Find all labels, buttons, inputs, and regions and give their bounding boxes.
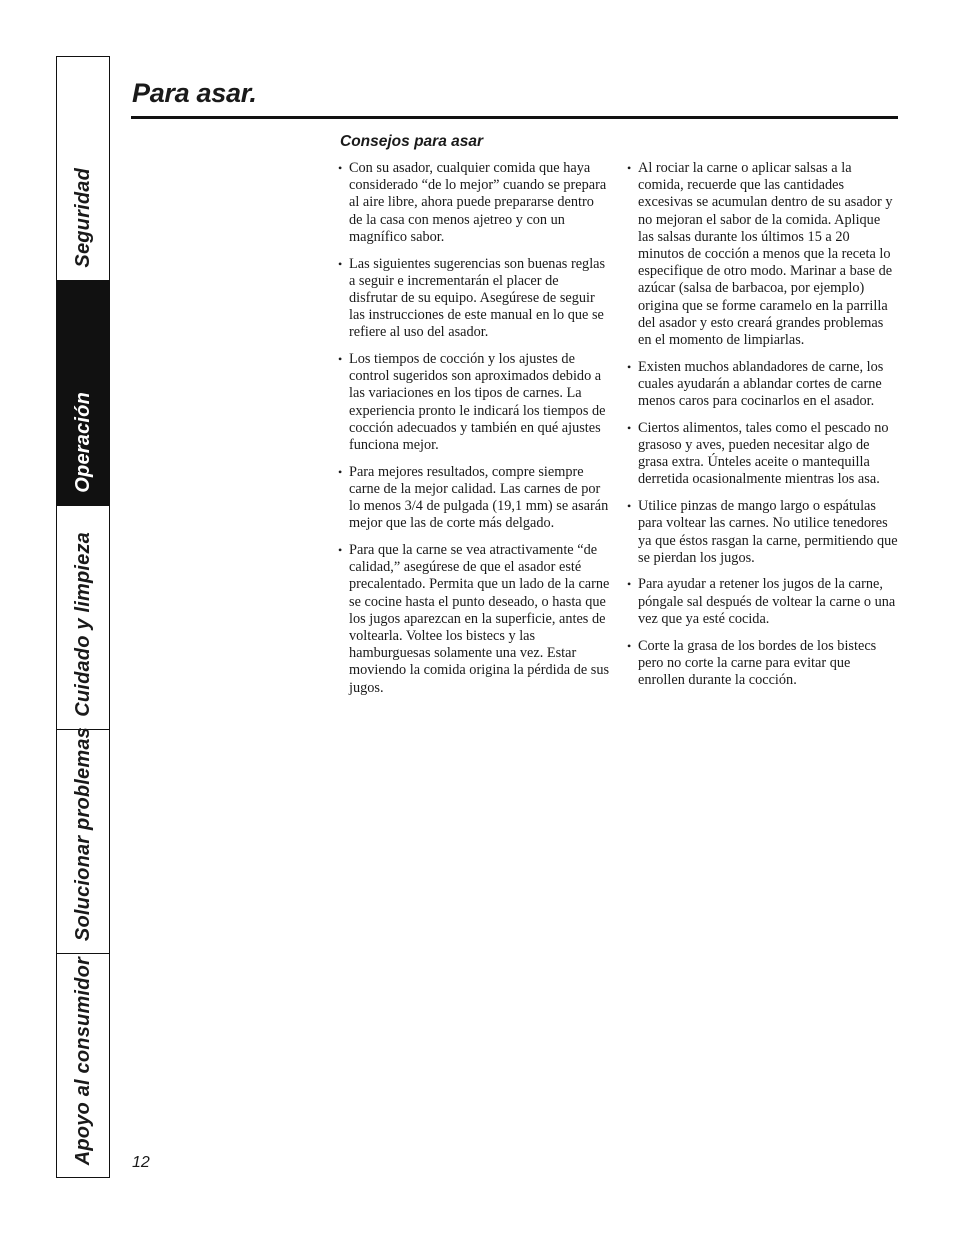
list-item: • Corte la grasa de los bordes de los bistecs pero no corte la carne para evitar que enrollen durante la cocción. <box>627 638 899 690</box>
title-divider <box>131 116 898 119</box>
list-item: • Los tiempos de cocción y los ajustes de control sugeridos son aproximados debido a las variaciones en los tipos de carnes. La experiencia pronto le indicará los tiempos de cocción adecuados y también en qué ajustes funciona mejor. <box>338 351 610 454</box>
list-item: • Al rociar la carne o aplicar salsas a la comida, recuerde que las cantidades excesivas se acumulan dentro de su asador y no mejoran el sabor de la comida. Aplique las salsas durante los últimos 15 a 20 minutos de cocción a menos que la receta lo especifique de otro modo. Marinar a base de azúcar (salsa de barbacoa, por ejemplo) origina que se forme caramelo en la parrilla del asador y esto creará grandes problemas en el momento de limpiarlas. <box>627 160 899 349</box>
right-column <box>627 160 899 699</box>
list-item: • Ciertos alimentos, tales como el pescado no grasoso y aves, pueden necesitar algo de grasa extra. Únteles aceite o mantequilla derretida ocasionalmente mientras los asa. <box>627 420 899 489</box>
list-item: • Las siguientes sugerencias son buenas reglas a seguir e incrementarán el placer de disfrutar de su equipo. Asegúrese de seguir las instrucciones de este manual en lo que se refiere al uso del asador. <box>338 256 610 342</box>
tab-seguridad-label: Seguridad <box>71 168 94 268</box>
list-item: • Utilice pinzas de mango largo o espátulas para voltear las carnes. No utilice tenedores ya que éstos rasgan la carne, permitiendo que se pierdan los jugos. <box>627 498 899 567</box>
tab-operacion-label: Operación <box>71 392 94 493</box>
tab-seguridad[interactable] <box>57 57 109 281</box>
tab-apoyo-al-consumidor[interactable] <box>57 954 109 1177</box>
tab-solucionar-problemas-label: Solucionar problemas <box>71 726 94 941</box>
tab-cuidado-y-limpieza[interactable] <box>57 506 109 730</box>
section-tabs <box>56 56 110 1178</box>
tab-solucionar-problemas[interactable] <box>57 726 109 954</box>
list-item: • Con su asador, cualquier comida que haya considerado “de lo mejor” cuando se prepara al aire libre, ahora puede prepararse dentro de la casa con menos ajetreo y con un magnífico sabor. <box>338 160 610 246</box>
list-item: • Para mejores resultados, compre siempre carne de la mejor calidad. Las carnes de por lo menos 3/4 de pulgada (19,1 mm) se asarán mejor que las de corte más delgado. <box>338 464 610 533</box>
page-number: 12 <box>132 1154 150 1171</box>
list-item: • Para ayudar a retener los jugos de la carne, póngale sal después de voltear la carne o una vez que ya esté cocida. <box>627 576 899 628</box>
page-title: Para asar. <box>132 78 257 108</box>
list-item: • Para que la carne se vea atractivamente “de calidad,” asegúrese de que el asador esté precalentado. Permita que un lado de la carne se cocine hasta el punto deseado, o hasta que los jugos aparezcan en la superficie, antes de voltearla. Voltee los bistecs y las hamburguesas solamente una vez. Estar moviendo la comida origina la pérdida de sus jugos. <box>338 542 610 697</box>
left-column <box>338 160 610 706</box>
list-item: • Existen muchos ablandadores de carne, los cuales ayudarán a ablandar cortes de carne menos caros para cocinarlos en el asador. <box>627 359 899 411</box>
tab-apoyo-al-consumidor-label: Apoyo al consumidor <box>71 956 94 1165</box>
tips-list-left <box>338 160 610 697</box>
section-heading: Consejos para asar <box>340 133 484 150</box>
tips-list-right <box>627 160 899 689</box>
tab-operacion[interactable] <box>57 281 109 506</box>
tab-cuidado-y-limpieza-label: Cuidado y limpieza <box>71 532 94 717</box>
